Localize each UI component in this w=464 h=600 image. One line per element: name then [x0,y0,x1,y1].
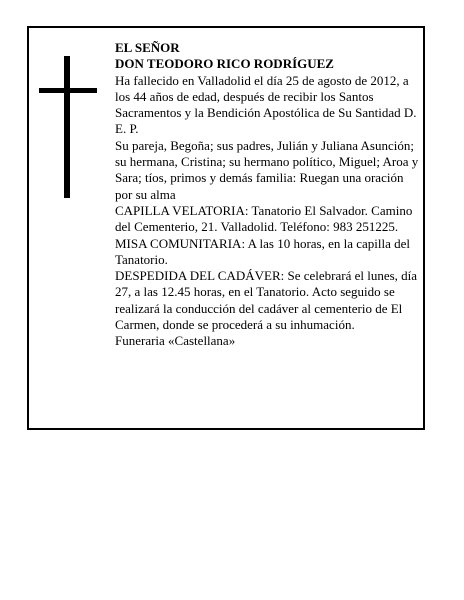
latin-cross-icon [39,56,97,198]
chapel-info: CAPILLA VELATORIA: Tanatorio El Salvador. Camino del Cementerio, 21. Valladolid. Teléfono: 983 251225. [115,202,413,235]
death-announcement: Ha fallecido en Valladolid el día 25 de agosto de 2012, a los 44 años de edad, después de recibir los Santos Sacramentos y la Bendición Apostólica de Su Santidad D. E. P. [115,72,417,137]
obituary-notice [27,26,425,430]
heading-line-1: EL SEÑOR [115,40,180,55]
mass-info: MISA COMUNITARIA: A las 10 horas, en la capilla del Tanatorio. [115,235,411,267]
funeral-home: Funeraria «Castellana» [115,333,236,349]
family-list: Su pareja, Begoña; sus padres, Julián y Juliana Asunción; su hermana, Cristina; su hermano político, Miguel; Aroa y Sara; tíos, primos y demás familia: Ruegan una oración por su alma [115,137,419,202]
deceased-name: DON TEODORO RICO RODRÍGUEZ [115,56,334,72]
farewell-info: DESPEDIDA DEL CADÁVER: Se celebrará el lunes, día 27, a las 12.45 horas, en el Tanatorio. Acto seguido se realizará la conducción del cadáver al cementerio de El Carmen, donde se procederá a su inhumación. [115,268,418,333]
obituary-text [115,40,421,350]
